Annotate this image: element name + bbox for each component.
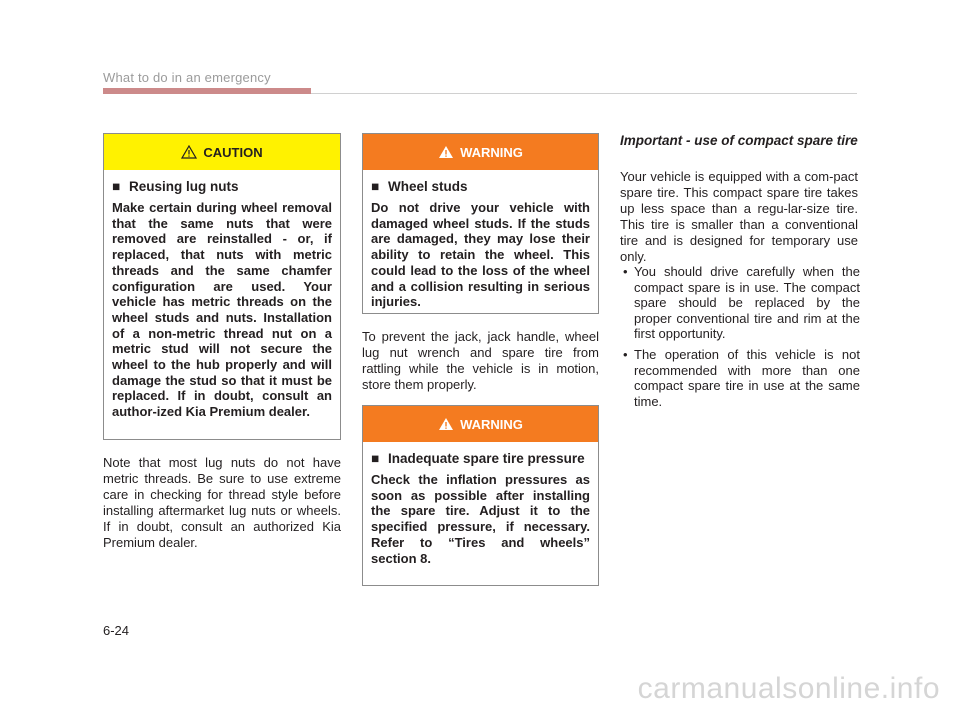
list-item: [620, 347, 860, 409]
warning-subtitle: [371, 451, 590, 467]
storage-note: To prevent the jack, jack handle, wheel lug nut wrench and spare tire from rattling while the vehicle is in motion, store them properly.: [362, 329, 599, 392]
square-bullet-icon: ■: [371, 179, 380, 194]
warning-triangle-filled-icon: [438, 417, 454, 431]
warning-label: WARNING: [460, 416, 523, 432]
warning-subtitle: [371, 179, 590, 195]
lug-nut-note: Note that most lug nuts do not have metric threads. Be sure to use extreme care in checking for thread style before installing aftermarket lug nuts or wheels. If in doubt, consult an authorized Kia Premium dealer.: [103, 455, 341, 550]
warning-title: Wheel studs: [388, 179, 468, 194]
warning-label: WARNING: [460, 144, 523, 160]
warning-text: Do not drive your vehicle with damaged wheel studs. If the studs are damaged, they may lose their ability to retain the wheel. This could lead to the loss of the wheel and a collision resulting in serious injuries.: [371, 200, 590, 310]
caution-text: Make certain during wheel removal that the same nuts that were removed are reinstalled - or, if replaced, that nuts with metric threads and the same chamfer configuration are used. Your vehicle has metric threads on the wheel studs and nuts. Installation of a non-metric thread nut on a metric stud will not secure the wheel to the hub properly and will damage the stud so that it must be replaced. If in doubt, consult an author-ized Kia Premium dealer.: [112, 200, 332, 420]
warning-box-spare-pressure: [362, 405, 599, 586]
bullet-dot: •: [623, 264, 628, 279]
page-number: 6-24: [103, 623, 130, 638]
compact-spare-subheading: Important - use of compact spare tire: [620, 133, 858, 148]
header-divider: [311, 93, 857, 94]
square-bullet-icon: ■: [371, 451, 380, 466]
watermark: carmanualsonline.info: [637, 672, 940, 705]
caution-label: CAUTION: [203, 144, 263, 160]
compact-spare-bullets: [620, 264, 860, 414]
warning-header: [363, 134, 598, 170]
header-accent-rule: [103, 88, 311, 94]
compact-spare-intro: Your vehicle is equipped with a com-pact spare tire. This compact spare tire takes up less space than a regu-lar-size tire. This tire is smaller than a conventional tire and is designed for temporary use only.: [620, 169, 858, 264]
bullet-dot: •: [623, 346, 628, 362]
caution-subtitle: [112, 179, 332, 195]
warning-box-wheel-studs: [362, 133, 599, 314]
bullet-text: You should drive carefully when the compact spare is in use. The compact spare should be replaced by the proper conventional tire and rim at the first opportunity.: [634, 264, 860, 342]
warning-title: Inadequate spare tire pressure: [388, 451, 585, 466]
warning-triangle-outline-icon: [181, 145, 197, 159]
warning-triangle-filled-icon: [438, 145, 454, 159]
list-item: [620, 264, 860, 342]
bullet-text: The operation of this vehicle is not recommended with more than one compact spare tire in use at the same time.: [634, 346, 860, 409]
square-bullet-icon: ■: [112, 179, 121, 194]
warning-text: Check the inflation pressures as soon as possible after installing the spare tire. Adjust it to the specified pressure, if necessary. Refer to “Tires and wheels” section 8.: [371, 472, 590, 566]
warning-header: [363, 406, 598, 442]
caution-header: [104, 134, 340, 170]
section-title: What to do in an emergency: [103, 70, 271, 85]
caution-title: Reusing lug nuts: [129, 179, 239, 194]
caution-box: [103, 133, 341, 440]
